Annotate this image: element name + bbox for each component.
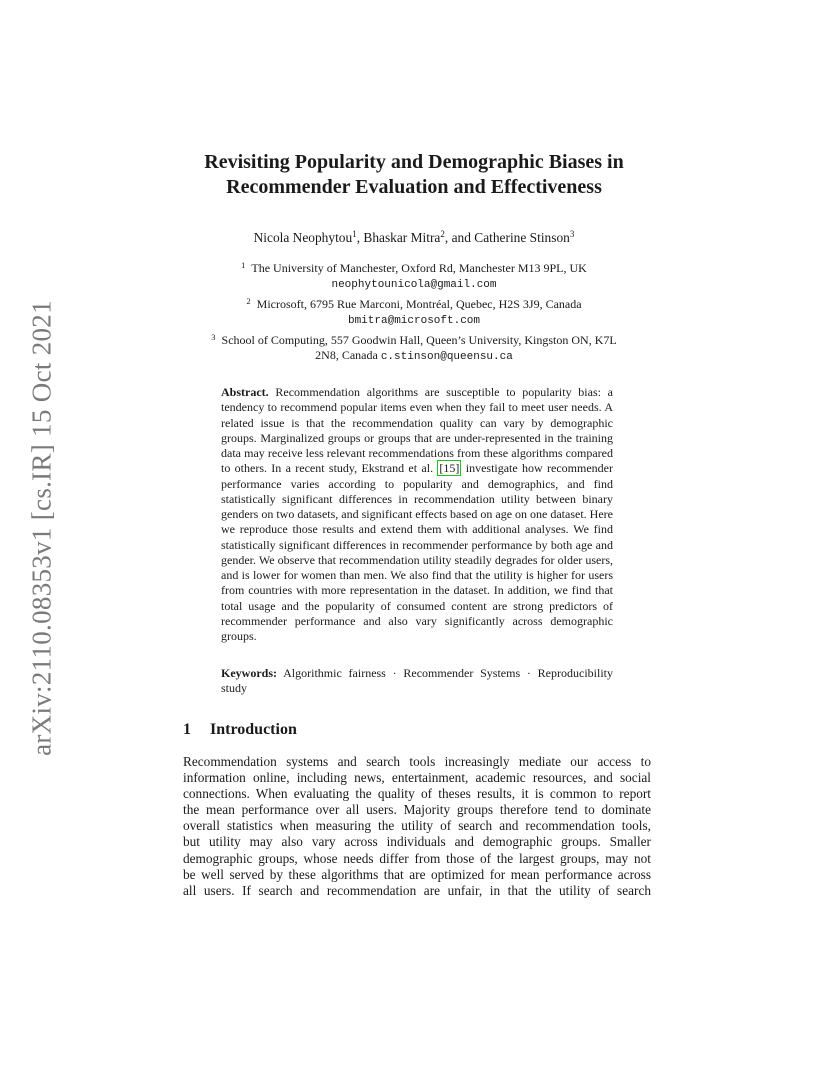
citation-link[interactable]: [15] — [439, 461, 460, 476]
affiliation-2-email-row — [180, 312, 648, 329]
author-affiliation-marker: 1 — [352, 229, 357, 239]
keywords — [221, 666, 613, 697]
author-email: c.stinson@queensu.ca — [380, 351, 513, 364]
affiliation-text: Microsoft, 6795 Rue Marconi, Montréal, Quebec, H2S 3J9, Canada — [256, 296, 582, 311]
affiliation-2 — [180, 294, 648, 312]
arxiv-stamp-text: arXiv:2110.08353v1 [cs.IR] 15 Oct 2021 — [26, 300, 57, 756]
body-text-line: overall statistics when measuring the utility of search and recommendation tools, — [183, 818, 651, 834]
author-name: Bhaskar Mitra — [363, 230, 441, 245]
author-separator: , — [356, 230, 364, 245]
affiliation-text: 2N8, Canada — [315, 348, 378, 363]
title-line-1: Revisiting Popularity and Demographic Biases in — [204, 151, 624, 173]
affiliation-number: 2 — [246, 295, 251, 306]
author-name: Catherine Stinson — [474, 230, 570, 245]
author-name: Nicola Neophytou — [253, 230, 353, 245]
title-line-2: Recommender Evaluation and Effectiveness — [226, 176, 602, 198]
body-text-line: connections. When evaluating the quality of theses results, it is common to report — [183, 786, 651, 802]
body-text-line: be well served by these algorithms that are optimized for mean performance across — [183, 866, 651, 882]
body-text-line: the mean performance over all users. Majority groups therefore tend to dominate — [183, 802, 651, 818]
affiliation-text: School of Computing, 557 Goodwin Hall, Queen’s University, Kingston ON, K7L — [221, 332, 617, 347]
affiliation-3 — [180, 330, 648, 348]
author-list — [160, 229, 668, 246]
paper-title — [160, 150, 668, 200]
introduction-body — [183, 754, 651, 899]
keywords-text: Algorithmic fairness · Recommender Systems · Reproducibility study — [221, 666, 613, 696]
affiliations — [180, 258, 648, 365]
body-text-line: all users. If search and recommendation are unfair, in that the utility of search — [183, 882, 651, 898]
abstract-text-continued: investigate how recommender performance varies according to popularity and demographics, and find statistically significant differences in recommendation utility between binary genders on two datasets, and significant effects based on age on one dataset. Here we reproduce those results and extend them with additional analyses. We find statistically significant differences in recommender performance by both age and gender. We observe that recommendation utility steadily degrades for older users, and is lower for women than men. We also find that the utility is higher for users from countries with more representation in the dataset. In addition, we find that total usage and the popularity of consumed content are strong predictors of recommender performance and also vary significantly across demographic groups. — [221, 461, 613, 643]
abstract-text: Recommendation algorithms are susceptible to popularity bias: a tendency to recommend popular items even when they fail to meet user needs. A related issue is that the recommendation quality can vary by demographic groups. Marginalized groups or groups that are under-represented in the training data may receive less relevant recommendations from these algorithms compared to others. In a recent study, Ekstrand et al. — [221, 385, 613, 476]
body-text-line: Recommendation systems and search tools increasingly mediate our access to — [183, 754, 651, 769]
section-number: 1 — [183, 721, 191, 738]
affiliation-1 — [180, 258, 648, 276]
affiliation-1-email-row — [180, 276, 648, 293]
section-title: Introduction — [210, 721, 297, 738]
abstract — [221, 385, 613, 644]
affiliation-text: The University of Manchester, Oxford Rd, Manchester M13 9PL, UK — [251, 261, 587, 275]
author-affiliation-marker: 3 — [569, 229, 575, 239]
author-email: bmitra@microsoft.com — [347, 315, 481, 328]
body-text-line: information online, including news, entertainment, academic resources, and social — [183, 770, 651, 786]
affiliation-number: 1 — [241, 260, 246, 270]
section-heading — [183, 721, 297, 739]
body-text-line: demographic groups, whose needs differ from those of the largest groups, may not — [183, 850, 651, 866]
author-separator: , and — [444, 230, 475, 245]
author-affiliation-marker: 2 — [440, 229, 445, 239]
abstract-label: Abstract. — [221, 385, 269, 399]
affiliation-3-continuation — [180, 348, 648, 365]
author-email: neophytounicola@gmail.com — [331, 279, 497, 292]
affiliation-number: 3 — [211, 331, 216, 342]
body-text-line: but utility may also vary across individuals and demographic groups. Smaller — [183, 834, 651, 850]
keywords-label: Keywords: — [221, 666, 277, 680]
